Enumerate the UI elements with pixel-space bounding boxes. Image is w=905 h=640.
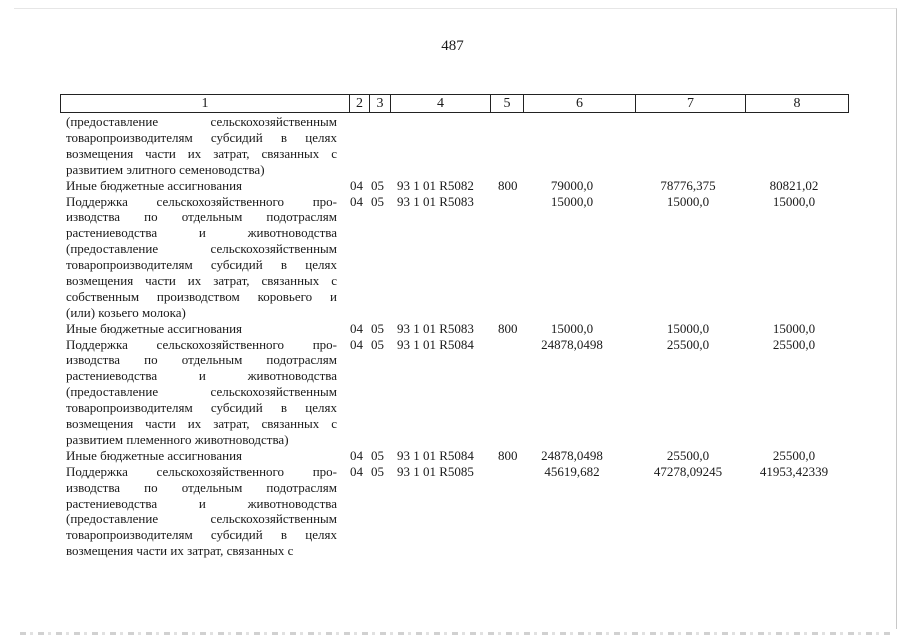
amount-col-7: 47278,09245 [653,463,723,479]
target-article-code: 93 1 01 R5083 [397,193,474,209]
subsection-code: 05 [371,193,384,209]
description-line: изводства по отдельным подотраслям [66,352,337,368]
row-description [66,464,337,559]
description-line: возмещения части их затрат, связанных с [66,272,337,288]
section-code: 04 [350,447,363,463]
section-code: 04 [350,193,363,209]
description-line: Иные бюджетные ассигнования [66,320,243,336]
description-line: изводства по отдельным подотраслям [66,479,337,495]
description-line: товаропроизводителям субсидий в целях [66,257,337,273]
table-row [0,178,905,194]
section-code: 04 [350,177,363,193]
table-header [60,94,849,113]
subsection-code: 05 [371,336,384,352]
expense-type-code: 800 [498,320,518,336]
row-description [66,321,337,337]
description-line: развитием племенного животноводства) [66,431,289,447]
header-col-7: 7 [636,95,746,112]
amount-col-7: 25500,0 [666,336,710,352]
description-line: Иные бюджетные ассигнования [66,177,243,193]
target-article-code: 93 1 01 R5083 [397,320,474,336]
amount-col-6: 15000,0 [550,320,594,336]
amount-col-7: 15000,0 [666,193,710,209]
description-line: растениеводства и животноводства [66,225,337,241]
description-line: товаропроизводителям субсидий в целях [66,400,337,416]
description-line: растениеводства и животноводства [66,495,337,511]
target-article-code: 93 1 01 R5085 [397,463,474,479]
header-col-8: 8 [793,96,801,111]
amount-col-7: 78776,375 [660,177,716,193]
header-col-6: 6 [524,95,636,112]
description-line: возмещения части их затрат, связанных с [66,543,294,559]
amount-col-6: 24878,0498 [541,336,603,352]
header-col-1: 1 [61,95,350,112]
target-article-code: 93 1 01 R5084 [397,447,474,463]
table-row [0,321,905,337]
target-article-code: 93 1 01 R5082 [397,177,474,193]
description-line: Поддержка сельскохозяйственного про- [66,193,337,209]
table-row [0,464,905,559]
description-line: растениеводства и животноводства [66,368,337,384]
amount-col-6: 45619,682 [544,463,600,479]
target-article-code: 93 1 01 R5084 [397,336,474,352]
amount-col-8: 41953,42339 [759,463,829,479]
scan-artifact [20,632,890,635]
description-line: (предоставление сельскохозяйственным [66,241,337,257]
table-row [0,448,905,464]
amount-col-8: 15000,0 [772,320,816,336]
description-line: (предоставление сельскохозяйственным [66,114,337,129]
expense-type-code: 800 [498,447,518,463]
subsection-code: 05 [371,177,384,193]
subsection-code: 05 [371,320,384,336]
amount-col-6: 15000,0 [550,193,594,209]
amount-col-6: 24878,0498 [541,447,603,463]
section-code: 04 [350,336,363,352]
table-row [0,194,905,321]
description-line: развитием элитного семеноводства) [66,161,265,177]
row-description [66,194,337,321]
header-col-3: 3 [370,95,391,112]
header-col-5: 5 [491,95,524,112]
description-line: (предоставление сельскохозяйственным [66,384,337,400]
amount-col-7: 15000,0 [666,320,710,336]
subsection-code: 05 [371,447,384,463]
description-line: Иные бюджетные ассигнования [66,447,243,463]
amount-col-8: 80821,02 [769,177,819,193]
amount-col-8: 25500,0 [772,336,816,352]
row-description [66,114,337,178]
description-line: товаропроизводителям субсидий в целях [66,527,337,543]
expense-type-code: 800 [498,177,518,193]
amount-col-6: 79000,0 [550,177,594,193]
amount-col-8: 25500,0 [772,447,816,463]
description-line: возмещения части их затрат, связанных с [66,145,337,161]
row-description [66,178,337,194]
page-number: 487 [441,38,464,54]
description-line: товаропроизводителям субсидий в целях [66,129,337,145]
section-code: 04 [350,463,363,479]
section-code: 04 [350,320,363,336]
row-description [66,448,337,464]
header-col-2: 2 [350,95,370,112]
amount-col-8: 15000,0 [772,193,816,209]
table-row [0,114,905,178]
amount-col-7: 25500,0 [666,447,710,463]
row-description [66,337,337,448]
description-line: собственным производством коровьего и [66,288,337,304]
description-line: (предоставление сельскохозяйственным [66,511,337,527]
description-line: изводства по отдельным подотраслям [66,209,337,225]
description-line: Поддержка сельскохозяйственного про- [66,336,337,352]
table-row [0,337,905,448]
description-line: Поддержка сельскохозяйственного про- [66,463,337,479]
header-col-4: 4 [391,95,491,112]
description-line: (или) козьего молока) [66,304,186,320]
subsection-code: 05 [371,463,384,479]
description-line: возмещения части их затрат, связанных с [66,416,337,432]
